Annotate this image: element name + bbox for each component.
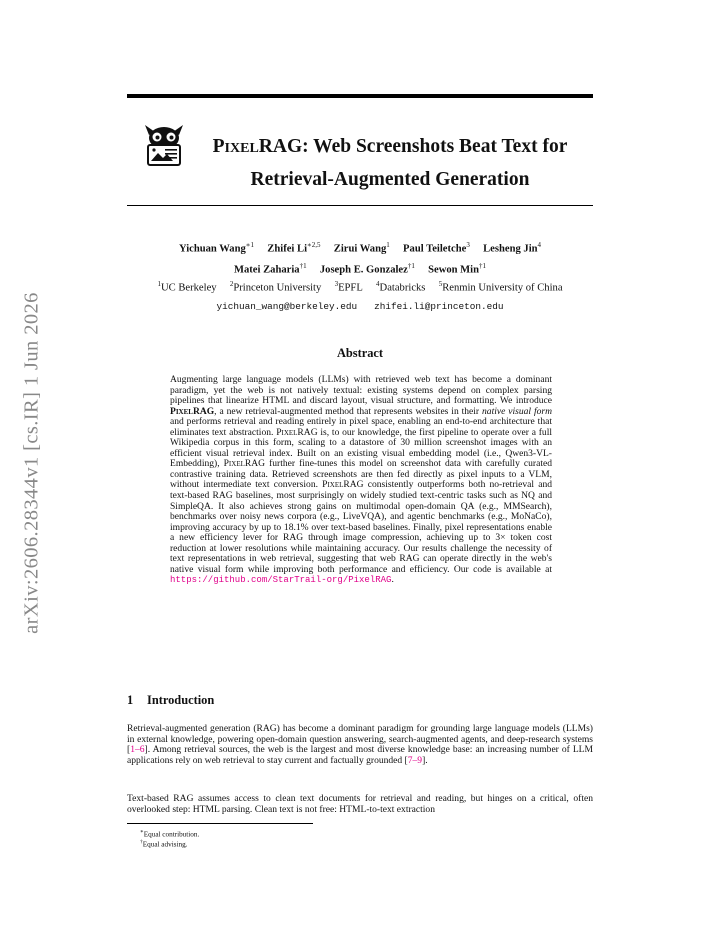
affiliation: Princeton University xyxy=(233,282,322,294)
author: Joseph E. Gonzalez xyxy=(319,264,408,276)
author: Yichuan Wang xyxy=(178,243,246,255)
abstract-text: . xyxy=(391,574,394,586)
author-list xyxy=(127,237,593,278)
footnote-mark: † xyxy=(140,839,143,845)
author: Paul Teiletche xyxy=(403,243,467,255)
affiliation: UC Berkeley xyxy=(160,282,217,294)
abstract-text: is, to our knowledge, the first pipeline to operate over a full Wikipedia corpus in this form, scaling to a datastore of 30 million screenshot images with an efficient visual retrieval index. Built on an existing visual embedding model (i.e., Qwen3-VL-Embedding), xyxy=(170,426,552,470)
author-mark: 3 xyxy=(466,241,470,249)
email[interactable]: yichuan_wang@berkeley.edu xyxy=(216,301,358,312)
method-name: PixelRAG xyxy=(276,426,318,438)
abstract-heading: Abstract xyxy=(336,346,384,360)
title-bottom-rule xyxy=(127,205,593,206)
email[interactable]: zhifei.li@princeton.edu xyxy=(374,301,504,312)
affiliation: Renmin University of China xyxy=(442,282,563,294)
abstract-emphasis: native visual form xyxy=(482,405,552,417)
footnote-equal-advising xyxy=(140,838,187,849)
affil-mark: 5 xyxy=(438,280,443,288)
affil-mark: 1 xyxy=(157,280,161,288)
code-link[interactable]: https://github.com/StarTrail-org/PixelRAG xyxy=(170,575,392,586)
pixelrag-mascot-logo xyxy=(143,121,187,169)
abstract-text: further fine-tunes this model on screenshot data with carefully curated contrastive training data. Retrieved screenshots are then fed directly as pixel inputs to a VLM, without intermediate text conversion. xyxy=(170,458,552,491)
author: Sewon Min xyxy=(428,264,480,276)
author: Zirui Wang xyxy=(333,243,387,255)
intro-paragraph-1 xyxy=(127,724,593,766)
title-line-1: : Web Screenshots Beat Text for xyxy=(302,136,568,157)
paragraph-text: ]. xyxy=(422,754,428,766)
abstract-text: , a new retrieval-augmented method that represents websites in their xyxy=(214,405,483,417)
author-mark: 1 xyxy=(386,241,390,249)
affil-mark: 3 xyxy=(334,280,339,288)
title-line-2: Retrieval-Augmented Generation xyxy=(250,169,530,190)
author-mark: †1 xyxy=(299,261,307,270)
author-mark: 4 xyxy=(537,241,542,249)
affil-mark: 2 xyxy=(229,280,234,288)
method-name: PixelRAG xyxy=(170,405,215,417)
abstract-body xyxy=(170,375,552,586)
contact-emails xyxy=(127,301,593,312)
footnote-text: Equal advising. xyxy=(142,840,188,849)
author: Zhifei Li xyxy=(267,243,308,255)
title-top-rule xyxy=(127,94,593,98)
intro-paragraph-2: Text-based RAG assumes access to clean text documents for retrieval and reading, but hinges on a critical, often overlooked step: HTML parsing. Clean text is not free: HTML-to-text extraction xyxy=(127,793,593,815)
footnote-text: Equal contribution. xyxy=(143,830,200,839)
citation-link[interactable]: 7–9 xyxy=(407,754,423,766)
section-title: Introduction xyxy=(147,693,215,707)
paragraph-text: ]. Among retrieval sources, the web is the largest and most diverse knowledge base: an increasing number of LLM applications rely on web retrieval to stay current and factually grounded [ xyxy=(127,744,593,766)
arxiv-identifier: arXiv:2606.28344v1 [cs.IR] 1 Jun 2026 xyxy=(20,292,43,634)
author: Lesheng Jin xyxy=(483,243,538,255)
author-mark: †1 xyxy=(407,261,415,270)
author: Matei Zaharia xyxy=(233,264,300,276)
method-name: PixelRAG xyxy=(322,479,364,491)
method-name: PixelRAG xyxy=(223,458,266,470)
section-heading-introduction xyxy=(127,693,214,708)
paragraph-text: Retrieval-augmented generation (RAG) has become a dominant paradigm for grounding large language models (LLMs) in external knowledge, powering open-domain question answering, search-augmented agents, and deep-research systems [ xyxy=(127,723,593,756)
section-number: 1 xyxy=(127,693,134,707)
arxiv-sidebar xyxy=(12,258,52,668)
abstract-text: consistently outperforms both no-retrieval and text-based RAG baselines, most surprisingly on widely studied text-centric tasks such as NQ and SimpleQA. It also achieves strong gains on multimodal open-domain QA (e.g., MMSearch), benchmarks over noisy news corpora (e.g., LiveVQA), and agentic benchmarks (e.g., MoNaCo), improving accuracy by up to 18.1% over text-based baselines. Finally, pixel representations enable a new efficiency lever for RAG through image compression, achieving up to 3× token cost reduction at lower resolutions while maintaining accuracy. Our results challenge the necessity of text representations in web retrieval, suggesting that web RAG can operate directly in the web's native visual form while improving both performance and efficiency. Our code is available at xyxy=(170,479,552,575)
title-method-name: PixelRAG xyxy=(212,136,303,157)
footnote-mark: ∗ xyxy=(140,829,144,835)
author-mark: †1 xyxy=(479,261,487,270)
abstract-text: Augmenting large language models (LLMs) with retrieved web text has become a dominant paradigm, yet the web is not natively textual: existing systems depend on complex parsing pipelines that linearize HTML and discard layout, visual structure, and formatting. We introduce xyxy=(170,374,552,407)
author-mark: ∗1 xyxy=(245,241,255,249)
abstract-text: and performs retrieval and reading entirely in pixel space, enabling an end-to-end architecture that eliminates text abstraction. xyxy=(170,416,552,438)
author-mark: ∗2,5 xyxy=(307,241,321,249)
affil-mark: 4 xyxy=(376,280,380,288)
paper-title xyxy=(190,130,590,196)
citation-link[interactable]: 1–6 xyxy=(130,744,145,756)
affiliation: Databricks xyxy=(379,282,426,294)
footnote-rule xyxy=(127,823,313,824)
affiliations xyxy=(127,276,593,297)
affiliation: EPFL xyxy=(338,282,363,294)
